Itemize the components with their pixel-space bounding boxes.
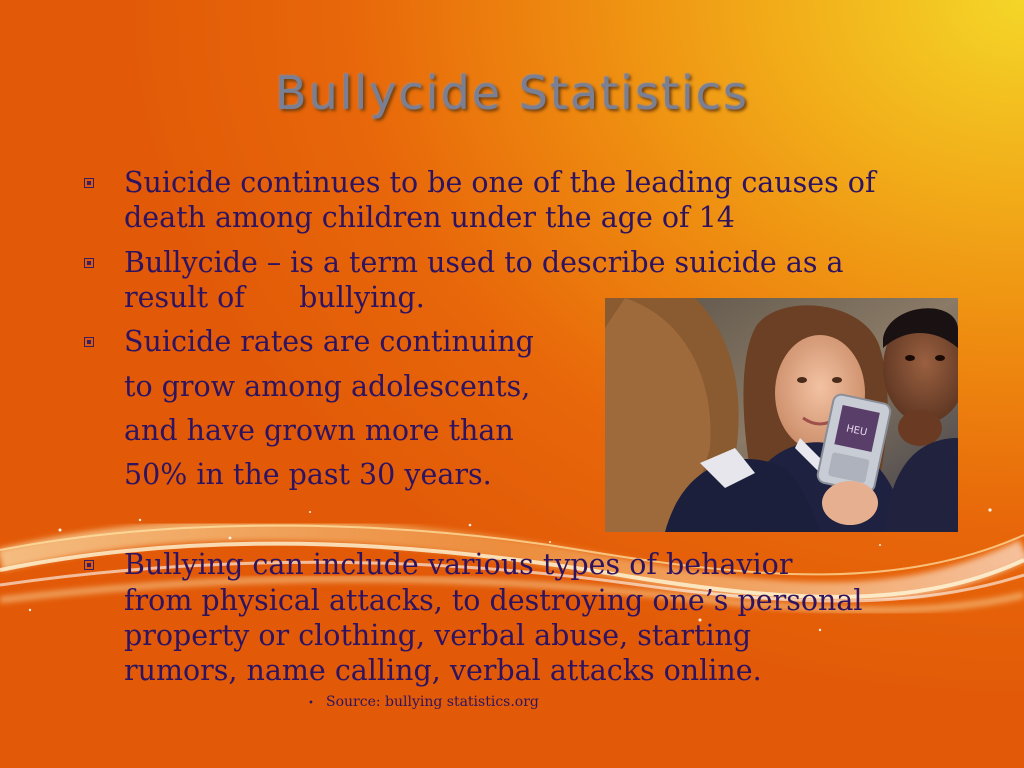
bullet-3-line-4: 50% in the past 30 years.: [124, 458, 492, 491]
bullet-marker-icon: [84, 337, 94, 347]
students-with-phone-photo: [605, 298, 958, 532]
bullet-4-line-2: from physical attacks, to destroying one’s personal: [124, 584, 863, 617]
bullet-4-line-3: property or clothing, verbal abuse, starting: [124, 619, 752, 652]
bullet-3-line-2: to grow among adolescents,: [124, 370, 531, 403]
bullet-4-line-4: rumors, name calling, verbal attacks online.: [124, 654, 762, 687]
bullet-3-line-1: Suicide rates are continuing: [124, 325, 534, 358]
phone-screen-text: HEU: [845, 423, 869, 439]
bullet-marker-icon: [84, 258, 94, 268]
bullet-4-line-1: Bullying can include various types of behavior: [124, 548, 793, 581]
bullet-2-line-2: result of bullying.: [124, 281, 425, 314]
bullet-1-line-1: Suicide continues to be one of the leading causes of: [124, 166, 876, 199]
slide-title: Bullycide Statistics: [275, 66, 749, 120]
bullet-1-line-2: death among children under the age of 14: [124, 201, 735, 234]
bullet-marker-icon: [84, 560, 94, 570]
bullet-marker-icon: [84, 178, 94, 188]
bullet-3-line-3: and have grown more than: [124, 414, 514, 447]
source-bullet-icon: •: [308, 698, 314, 709]
source-citation: Source: bullying statistics.org: [326, 694, 539, 710]
bullet-2-line-1: Bullycide – is a term used to describe suicide as a: [124, 246, 844, 279]
